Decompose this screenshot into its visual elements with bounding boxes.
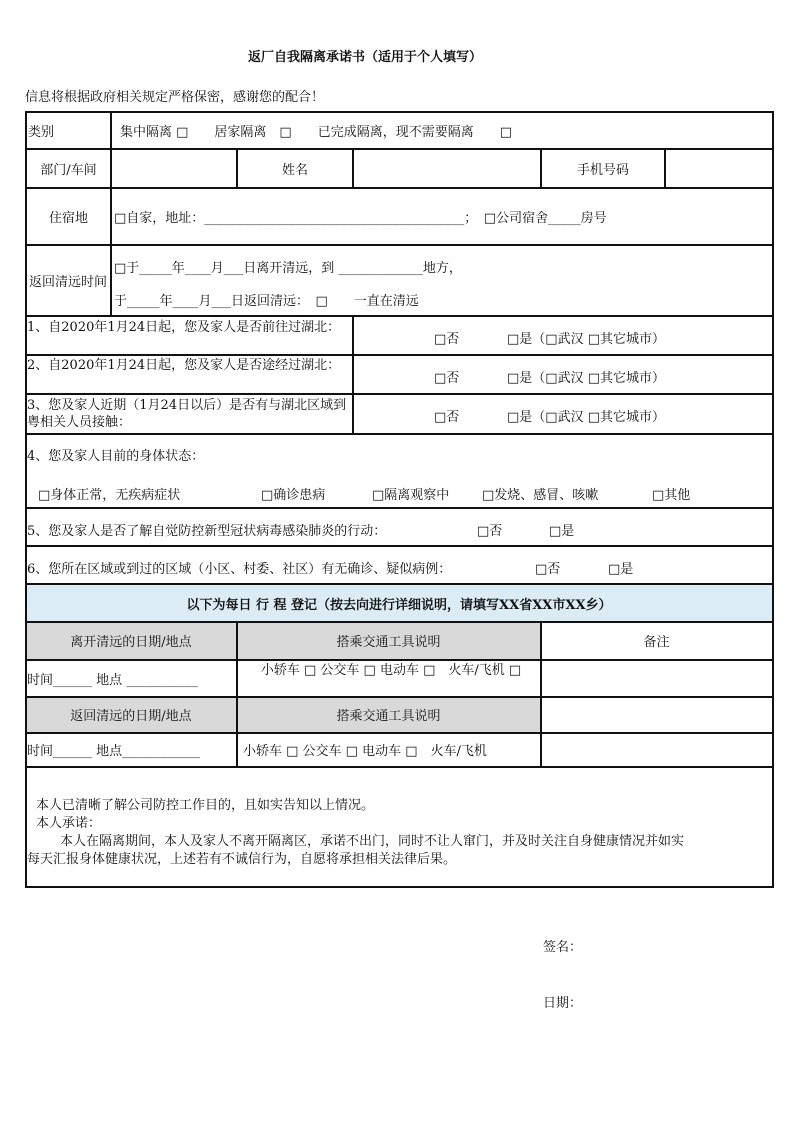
transport-header: 搭乘交通工具说明 bbox=[336, 635, 441, 650]
q1-no[interactable]: □否 bbox=[434, 332, 460, 347]
question-5: 5、您及家人是否了解自觉防控新型冠状病毒感染肺炎的行动： bbox=[27, 524, 387, 539]
return-header: 返回清远的日期/地点 bbox=[70, 709, 192, 724]
leave-row[interactable]: 时间______ 地点 ___________ bbox=[27, 672, 198, 688]
category-label: 类别 bbox=[28, 125, 55, 140]
statement-line1: 本人已清晰了解公司防控工作目的，且如实告知以上情况。 bbox=[36, 798, 375, 813]
leave-header: 离开清远的日期/地点 bbox=[70, 635, 192, 650]
q3-yes[interactable]: □是（□武汉 □其它城市） bbox=[507, 410, 665, 425]
q4-option[interactable]: □隔离观察中 bbox=[372, 488, 450, 503]
question-4: 4、您及家人目前的身体状态： bbox=[27, 449, 205, 464]
remark-input[interactable] bbox=[541, 660, 772, 696]
question-3: 3、您及家人近期（1月24日以后）是否有与湖北区域到粤相关人员接触： bbox=[27, 398, 347, 430]
transport-header-2: 搭乘交通工具说明 bbox=[336, 709, 441, 724]
question-6: 6、您所在区域或到过的区域（小区、村委、社区）有无确诊、疑似病例： bbox=[27, 562, 452, 577]
signature-label: 签名： bbox=[543, 940, 583, 955]
q4-option[interactable]: □发烧、感冒、咳嗽 bbox=[482, 488, 599, 503]
statement-line2: 本人承诺： bbox=[36, 816, 102, 831]
question-1: 1、自2020年1月24日起，您及家人是否前往过湖北： bbox=[27, 320, 341, 335]
category-options[interactable]: 集中隔离 □ 居家隔离 □ 已完成隔离，现不需要隔离 □ bbox=[120, 125, 512, 140]
q5-no[interactable]: □否 bbox=[477, 524, 503, 539]
q4-option[interactable]: □身体正常，无疾病症状 bbox=[38, 488, 181, 503]
transport-row[interactable]: 小轿车 □ 公交车 □ 电动车 □ 火车/飞机 □ bbox=[260, 663, 522, 678]
q2-yes[interactable]: □是（□武汉 □其它城市） bbox=[507, 371, 665, 386]
return-label: 返回清远时间 bbox=[28, 274, 107, 290]
name-input[interactable] bbox=[354, 149, 540, 187]
q3-no[interactable]: □否 bbox=[434, 410, 460, 425]
transport-row-2[interactable]: 小轿车 □ 公交车 □ 电动车 □ 火车/飞机 bbox=[243, 744, 487, 759]
phone-label: 手机号码 bbox=[576, 162, 629, 178]
q6-yes[interactable]: □是 bbox=[608, 562, 634, 577]
phone-input[interactable] bbox=[666, 149, 772, 187]
itinerary-header: 以下为每日 行 程 登记（按去向进行详细说明，请填写XX省XX市XX乡） bbox=[186, 597, 612, 613]
q1-yes[interactable]: □是（□武汉 □其它城市） bbox=[507, 332, 665, 347]
dept-label: 部门/车间 bbox=[40, 162, 97, 178]
return-line1[interactable]: □于_____年____月___日离开清远，到 _____________地方， bbox=[114, 261, 462, 276]
return-row[interactable]: 时间______ 地点____________ bbox=[27, 744, 201, 759]
dept-input[interactable] bbox=[112, 149, 236, 187]
return-line2[interactable]: 于_____年____月___日返回清远： □ 一直在清远 bbox=[114, 294, 419, 309]
q4-option[interactable]: □其他 bbox=[652, 488, 691, 503]
question-2: 2、自2020年1月24日起，您及家人是否途经过湖北： bbox=[27, 358, 341, 373]
remark-header: 备注 bbox=[643, 635, 670, 650]
q2-no[interactable]: □否 bbox=[434, 371, 460, 386]
name-label: 姓名 bbox=[281, 162, 308, 178]
page-title: 返厂自我隔离承诺书（适用于个人填写） bbox=[248, 50, 483, 65]
statement-line3: 本人在隔离期间，本人及家人不离开隔离区，承诺不出门，同时不让人窜门，并及时关注自身健康情况并如实 bbox=[60, 834, 685, 849]
residence-field[interactable]: □自家，地址：________________________________________； □公司宿舍_____房号 bbox=[114, 210, 607, 226]
residence-label: 住宿地 bbox=[48, 210, 88, 226]
date-label: 日期： bbox=[543, 996, 583, 1011]
statement-line4: 每天汇报身体健康状况，上述若有不诚信行为，自愿将承担相关法律后果。 bbox=[27, 852, 457, 867]
notice: 信息将根据政府相关规定严格保密，感谢您的配合！ bbox=[25, 90, 325, 105]
q5-yes[interactable]: □是 bbox=[549, 524, 575, 539]
q4-option[interactable]: □确诊患病 bbox=[261, 488, 326, 503]
q6-no[interactable]: □否 bbox=[535, 562, 561, 577]
